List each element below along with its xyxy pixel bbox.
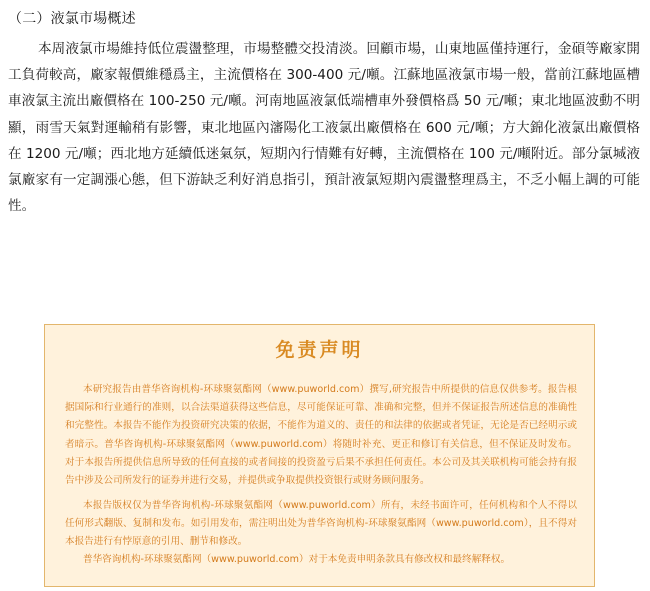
section-heading: （二）液氯市場概述 <box>8 11 136 27</box>
market-overview-paragraph: 本周液氯市場維持低位震盪整理，市場整體交投清淡。回顧市場，山東地區僅持運行，金碩等廠家開工負荷較高，廠家報價維穩爲主，主流價格在 300-400 元/噸。江蘇地區液氯市場一般，當前江蘇地區槽車液氯主流出廠價格在 100-250 元/噸。河南地區液氯低端槽車外發價格爲 50 元/噸；東北地區波動不明顯，雨雪天氣對運輸稍有影響，東北地區內瀋陽化工液氯出廠價格在 600 元/噸；方大錦化液氯出廠價格在 1200 元/噸；西北地方延續低迷氣氛，短期內行情難有好轉，主流價格在 100 元/噸附近。部分氯堿液氯廠家有一定調漲心態，但下游缺乏利好消息指引，預計液氯短期內震盪整理爲主，不乏小幅上調的可能性。 <box>8 41 640 215</box>
disclaimer-paragraph-1: 本研究报告由普华咨询机构-环球聚氨酯网（www.puworld.com）撰写,研究报告中所提供的信息仅供参考。报告根据国际和行业通行的准则，以合法渠道获得这些信息，尽可能保证可靠、准确和完整，但并不保证报告所述信息的准确性和完整性。本报告不能作为投资研究决策的依据，不能作为道义的、责任的和法律的依据或者凭证，无论是否已经明示或者暗示。普华咨询机构-环球聚氨酯网（www.puworld.com）将随时补充、更正和修订有关信息，但不保证及时发布。对于本报告所提供信息所导致的任何直接的或者间接的投资盈亏后果不承担任何责任。本公司及其关联机构可能会持有报告中涉及公司所发行的证券并进行交易，并提供或争取提供投资银行或财务顾问服务。 <box>65 384 577 487</box>
disclaimer-paragraph-3: 普华咨询机构-环球聚氨酯网（www.puworld.com）对于本免责申明条款具有修改权和最终解释权。 <box>83 554 511 565</box>
disclaimer-paragraph-2: 本报告版权仅为普华咨询机构-环球聚氨酯网（www.puworld.com）所有，未经书面许可，任何机构和个人不得以任何形式翻版、复制和发布。如引用发布，需注明出处为普华咨询机构-环球聚氨酯网（www.puworld.com），且不得对本报告进行有悖原意的引用、删节和修改。 <box>65 500 577 548</box>
disclaimer-box <box>44 324 595 587</box>
disclaimer-title: 免责声明 <box>275 339 364 361</box>
